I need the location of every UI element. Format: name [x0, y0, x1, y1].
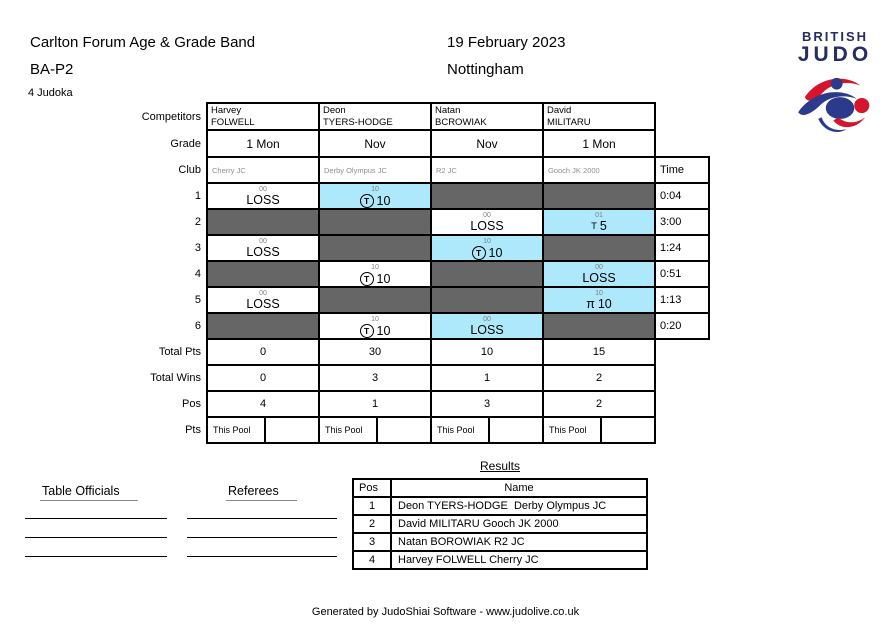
score-value: LOSS	[470, 219, 504, 233]
total-pts-cell: 15	[544, 340, 654, 364]
judoka-count: 4 Judoka	[28, 87, 73, 99]
generator-credit: Generated by JudoShiai Software - www.judolive.co.uk	[311, 606, 580, 618]
score-code: 10	[371, 186, 379, 193]
match-cell	[208, 236, 318, 260]
grade-cell: 1 Mon	[208, 131, 318, 156]
pool-row-label: 2	[194, 216, 201, 228]
score-symbol-pi: π	[586, 297, 595, 311]
score-code: 10	[371, 264, 379, 271]
club-cell: Derby Olympus JC	[320, 158, 430, 182]
club-cell: Gooch JK 2000	[544, 158, 654, 182]
total-wins-cell: 0	[208, 366, 318, 390]
this-pool-label: This Pool	[432, 418, 488, 442]
grade-cell: Nov	[432, 131, 542, 156]
results-title: Results	[479, 459, 520, 473]
match-cell	[544, 314, 654, 338]
pts-blank-cell	[602, 418, 654, 442]
pts-cell	[432, 418, 542, 442]
match-cell	[320, 262, 430, 286]
pool-row-label: Grade	[170, 137, 201, 150]
pos-cell: 4	[208, 392, 318, 416]
match-cell	[208, 210, 318, 234]
time-column	[654, 156, 710, 340]
match-time: 0:04	[656, 184, 708, 208]
signature-line	[25, 556, 167, 557]
signature-line	[187, 556, 337, 557]
match-cell	[320, 288, 430, 312]
competitor-first-name: Deon	[323, 105, 346, 116]
result-position: 4	[354, 552, 390, 568]
pool-row-label: 1	[194, 190, 201, 202]
score-symbol-circle-t: T	[360, 324, 374, 338]
total-wins-cell: 3	[320, 366, 430, 390]
match-time: 1:13	[656, 288, 708, 312]
score-value: T 10	[360, 272, 391, 286]
pts-blank-cell	[266, 418, 318, 442]
results-name-header: Name	[392, 480, 646, 496]
score-value: T 10	[360, 324, 391, 338]
pool-grid	[206, 102, 656, 444]
competitor-last-name: BCROWIAK	[435, 117, 487, 129]
match-cell	[544, 288, 654, 312]
match-cell	[320, 236, 430, 260]
match-cell	[208, 184, 318, 208]
pts-cell	[208, 418, 318, 442]
match-cell	[544, 210, 654, 234]
pool-row-label: Total Wins	[150, 372, 201, 384]
competitor-name-cell	[208, 104, 318, 129]
pts-cell	[544, 418, 654, 442]
this-pool-label: This Pool	[544, 418, 600, 442]
score-code: 00	[259, 290, 267, 297]
result-name: David MILITARU Gooch JK 2000	[392, 516, 646, 532]
result-position: 1	[354, 498, 390, 514]
score-symbol-circle-t: T	[472, 246, 486, 260]
table-officials-heading: Table Officials	[40, 484, 138, 501]
event-title: Carlton Forum Age & Grade Band	[30, 34, 256, 51]
score-code: 00	[483, 212, 491, 219]
match-cell	[320, 314, 430, 338]
match-cell	[544, 236, 654, 260]
judo-figure-icon	[792, 67, 878, 139]
this-pool-label: This Pool	[208, 418, 264, 442]
result-position: 2	[354, 516, 390, 532]
match-time: 0:20	[656, 314, 708, 338]
score-code: 00	[595, 264, 603, 271]
match-cell	[208, 262, 318, 286]
score-code: 00	[259, 186, 267, 193]
competitor-name-cell	[320, 104, 430, 129]
score-value: LOSS	[582, 271, 616, 285]
match-time: 3:00	[656, 210, 708, 234]
pool-row-label: Club	[178, 164, 201, 176]
results-table	[352, 478, 648, 570]
pool-row-label: Competitors	[141, 110, 201, 123]
competitor-last-name: MILITARU	[547, 117, 591, 129]
score-code: 10	[595, 290, 603, 297]
match-cell	[432, 184, 542, 208]
score-value: T 5	[591, 219, 607, 233]
grade-cell: 1 Mon	[544, 131, 654, 156]
match-time: 0:51	[656, 262, 708, 286]
this-pool-label: This Pool	[320, 418, 376, 442]
score-value: LOSS	[246, 297, 280, 311]
score-code: 00	[259, 238, 267, 245]
grade-cell: Nov	[320, 131, 430, 156]
match-cell	[432, 210, 542, 234]
score-symbol-t: T	[591, 221, 597, 232]
pos-cell: 3	[432, 392, 542, 416]
competitor-last-name: TYERS-HODGE	[323, 117, 393, 129]
event-location: Nottingham	[447, 61, 524, 78]
match-cell	[320, 184, 430, 208]
competitor-last-name: FOLWELL	[211, 117, 255, 129]
pts-cell	[320, 418, 430, 442]
pool-row-label: Pos	[182, 398, 201, 410]
score-value: π 10	[586, 297, 612, 311]
result-name: Deon TYERS-HODGE Derby Olympus JC	[392, 498, 646, 514]
british-judo-logo	[785, 30, 885, 144]
result-name: Harvey FOLWELL Cherry JC	[392, 552, 646, 568]
score-value: T 10	[472, 246, 503, 260]
match-time: 1:24	[656, 236, 708, 260]
signature-line	[187, 537, 337, 538]
competitor-first-name: David	[547, 105, 572, 116]
total-pts-cell: 10	[432, 340, 542, 364]
pool-row-label: Pts	[185, 424, 201, 436]
pool-row-label: 3	[194, 242, 201, 254]
match-cell	[432, 236, 542, 260]
club-cell: Cherry JC	[208, 158, 318, 182]
pos-cell: 1	[320, 392, 430, 416]
score-value: LOSS	[246, 245, 280, 259]
pts-blank-cell	[490, 418, 542, 442]
match-cell	[208, 314, 318, 338]
score-code: 10	[483, 238, 491, 245]
time-header: Time	[656, 158, 708, 182]
event-date: 19 February 2023	[447, 34, 566, 51]
results-pos-header: Pos	[354, 480, 390, 496]
competitor-name-cell	[544, 104, 654, 129]
pool-code: BA-P2	[30, 61, 74, 78]
score-value: T 10	[360, 194, 391, 208]
referees-heading: Referees	[226, 484, 297, 501]
score-code: 10	[371, 316, 379, 323]
total-wins-cell: 2	[544, 366, 654, 390]
pool-row-label: 5	[194, 294, 201, 306]
pos-cell: 2	[544, 392, 654, 416]
result-position: 3	[354, 534, 390, 550]
pts-blank-cell	[378, 418, 430, 442]
competitor-first-name: Harvey	[211, 105, 242, 116]
pool-row-label: Total Pts	[158, 346, 201, 358]
match-cell	[320, 210, 430, 234]
competitor-name-cell	[432, 104, 542, 129]
logo-text-judo: JUDO	[797, 43, 873, 66]
pool-row-label: 4	[194, 268, 201, 280]
pool-row-label: 6	[194, 320, 201, 332]
score-symbol-circle-t: T	[360, 194, 374, 208]
match-cell	[432, 314, 542, 338]
match-cell	[544, 262, 654, 286]
total-pts-cell: 0	[208, 340, 318, 364]
match-cell	[208, 288, 318, 312]
signature-line	[25, 537, 167, 538]
match-cell	[544, 184, 654, 208]
score-symbol-circle-t: T	[360, 272, 374, 286]
score-code: 00	[483, 316, 491, 323]
competitor-first-name: Natan	[435, 105, 461, 116]
total-wins-cell: 1	[432, 366, 542, 390]
signature-line	[187, 518, 337, 519]
score-code: 01	[595, 212, 603, 219]
total-pts-cell: 30	[320, 340, 430, 364]
score-value: LOSS	[246, 193, 280, 207]
signature-line	[25, 518, 167, 519]
match-cell	[432, 288, 542, 312]
match-cell	[432, 262, 542, 286]
club-cell: R2 JC	[432, 158, 542, 182]
score-value: LOSS	[470, 323, 504, 337]
result-name: Natan BOROWIAK R2 JC	[392, 534, 646, 550]
logo-text-british: BRITISH	[802, 29, 868, 44]
